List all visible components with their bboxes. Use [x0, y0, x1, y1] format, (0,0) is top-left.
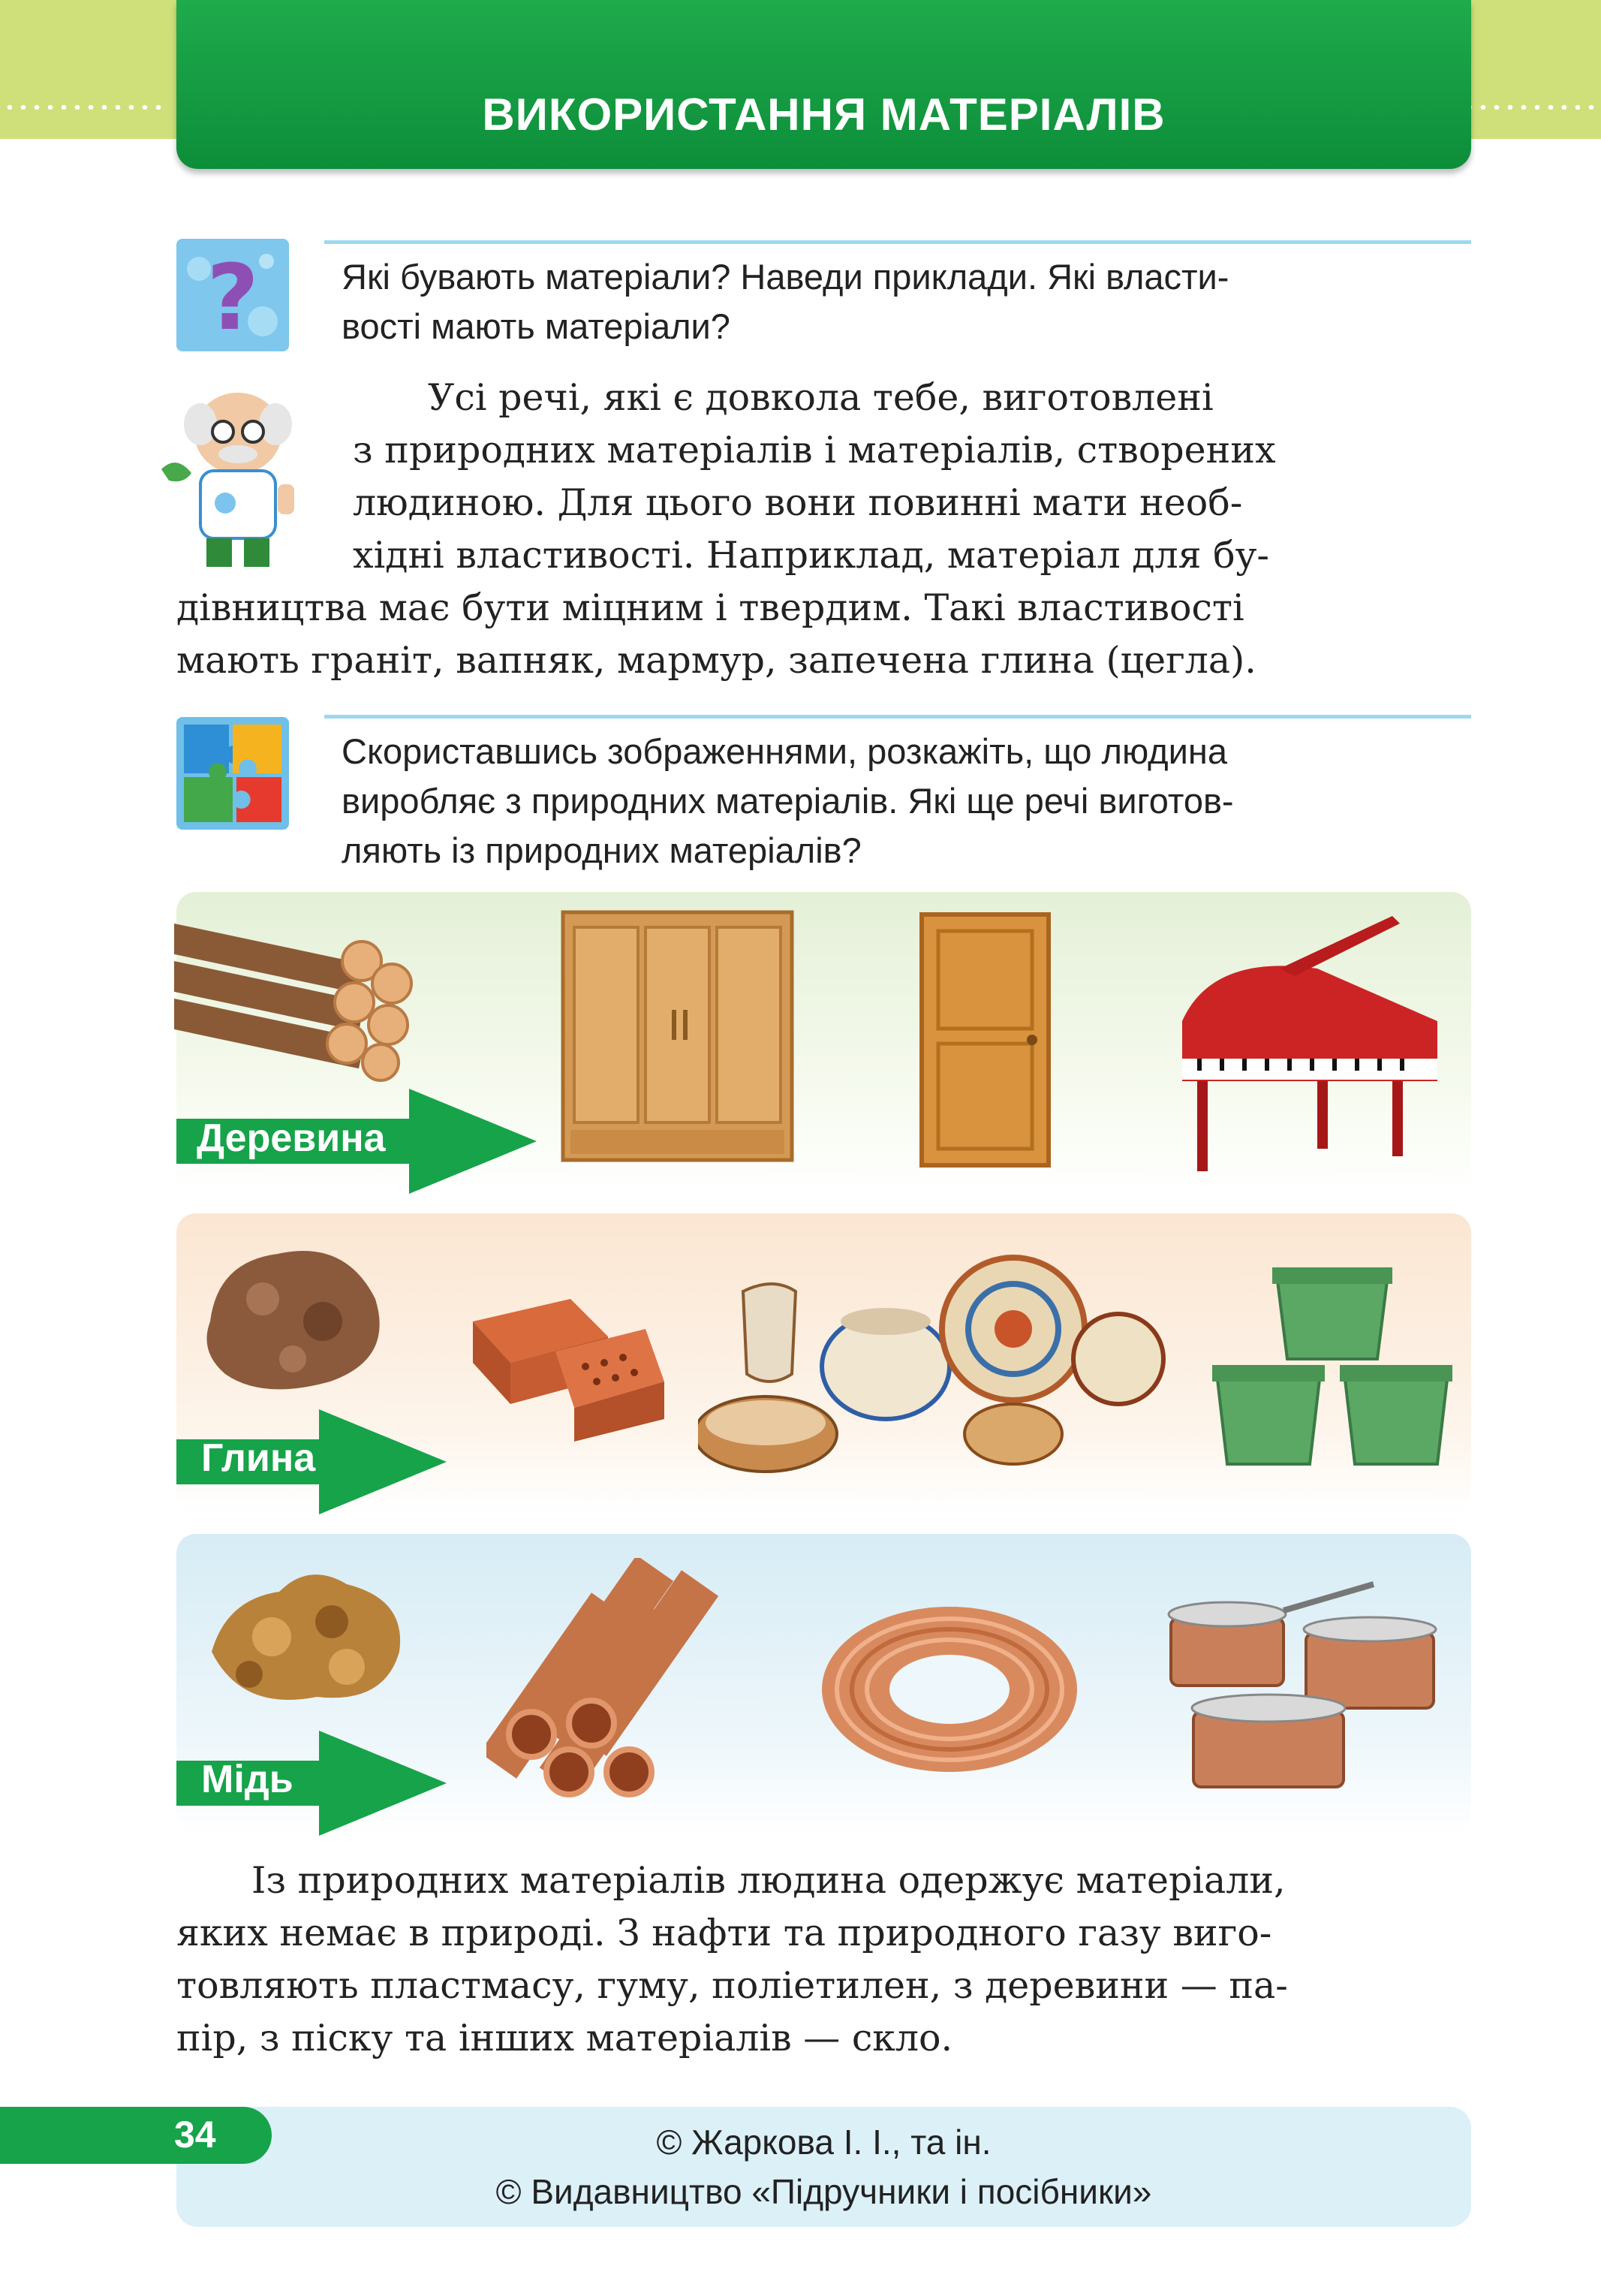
- intro-line: Усі речі, які є довкола тебе, виготовлені: [428, 376, 1214, 419]
- header-bar: [176, 0, 1471, 169]
- professor-mascot: [154, 379, 323, 574]
- flower-pots-image: [1208, 1261, 1456, 1479]
- footer-publisher: © Видавництво «Підручники і посібники»: [495, 2172, 1152, 2211]
- question-icon: [176, 239, 289, 351]
- wardrobe-image: [559, 905, 796, 1175]
- page-number: 34: [174, 2114, 216, 2156]
- ceramics-image: [698, 1246, 1178, 1479]
- intro-line: людиною. Для цього вони повинні мати необ-: [353, 481, 1243, 524]
- intro-line: хідні властивості. Наприклад, матеріал для бу-: [353, 534, 1269, 577]
- copper-pots-image: [1163, 1580, 1464, 1798]
- puzzle-line: Скориставшись зображеннями, розкажіть, що людина: [342, 731, 1227, 771]
- intro-paragraph-wrap: [353, 424, 1471, 582]
- question-task-text: [342, 252, 1229, 351]
- puzzle-task-text: [342, 727, 1234, 875]
- copper-label: Мідь: [201, 1758, 293, 1801]
- puzzle-line: виробляє з природних матеріалів. Які ще речі виготов-: [342, 781, 1234, 821]
- wood-label: Деревина: [197, 1116, 386, 1160]
- copper-coil-image: [814, 1599, 1085, 1779]
- svg-text:?: ?: [206, 246, 259, 351]
- closing-line: пір, з піску та інших матеріалів — скло.: [176, 2017, 953, 2059]
- intro-line: з природних матеріалів і матеріалів, створених: [353, 429, 1276, 472]
- copper-nugget-image: [197, 1554, 414, 1719]
- puzzle-icon: [176, 717, 289, 830]
- header-side-band-left: [0, 0, 195, 139]
- intro-line: мають граніт, вапняк, мармур, запечена глина (цегла).: [176, 639, 1256, 682]
- intro-paragraph-top: [353, 372, 1471, 424]
- intro-line: дівництва має бути міцним і твердим. Такі властивості: [176, 586, 1244, 629]
- question-task-line: [324, 240, 1471, 244]
- question-line: Які бувають матеріали? Наведи приклади. Які власти-: [342, 257, 1229, 297]
- door-image: [919, 912, 1051, 1168]
- page-title: ВИКОРИСТАННЯ МАТЕРІАЛІВ: [482, 89, 1166, 140]
- closing-paragraph: [176, 1855, 1471, 2065]
- intro-paragraph-bottom: [176, 582, 1471, 687]
- puzzle-task-line: [324, 715, 1471, 719]
- closing-line: яких немає в природі. З нафти та природного газу виго-: [176, 1912, 1272, 1954]
- header-dots-left: [3, 105, 165, 110]
- question-line: вості мають матеріали?: [342, 306, 730, 346]
- logs-image: [174, 908, 422, 1089]
- puzzle-line: ляють із природних матеріалів?: [342, 830, 862, 870]
- closing-line: товляють пластмасу, гуму, поліетилен, з деревини — па-: [176, 1964, 1288, 2007]
- grand-piano-image: [1167, 908, 1460, 1179]
- clay-lump-image: [195, 1231, 394, 1404]
- footer-author: © Жаркова І. І., та ін.: [656, 2123, 992, 2162]
- closing-line: Із природних матеріалів людина одержує матеріали,: [251, 1859, 1286, 1902]
- clay-label: Глина: [201, 1436, 316, 1480]
